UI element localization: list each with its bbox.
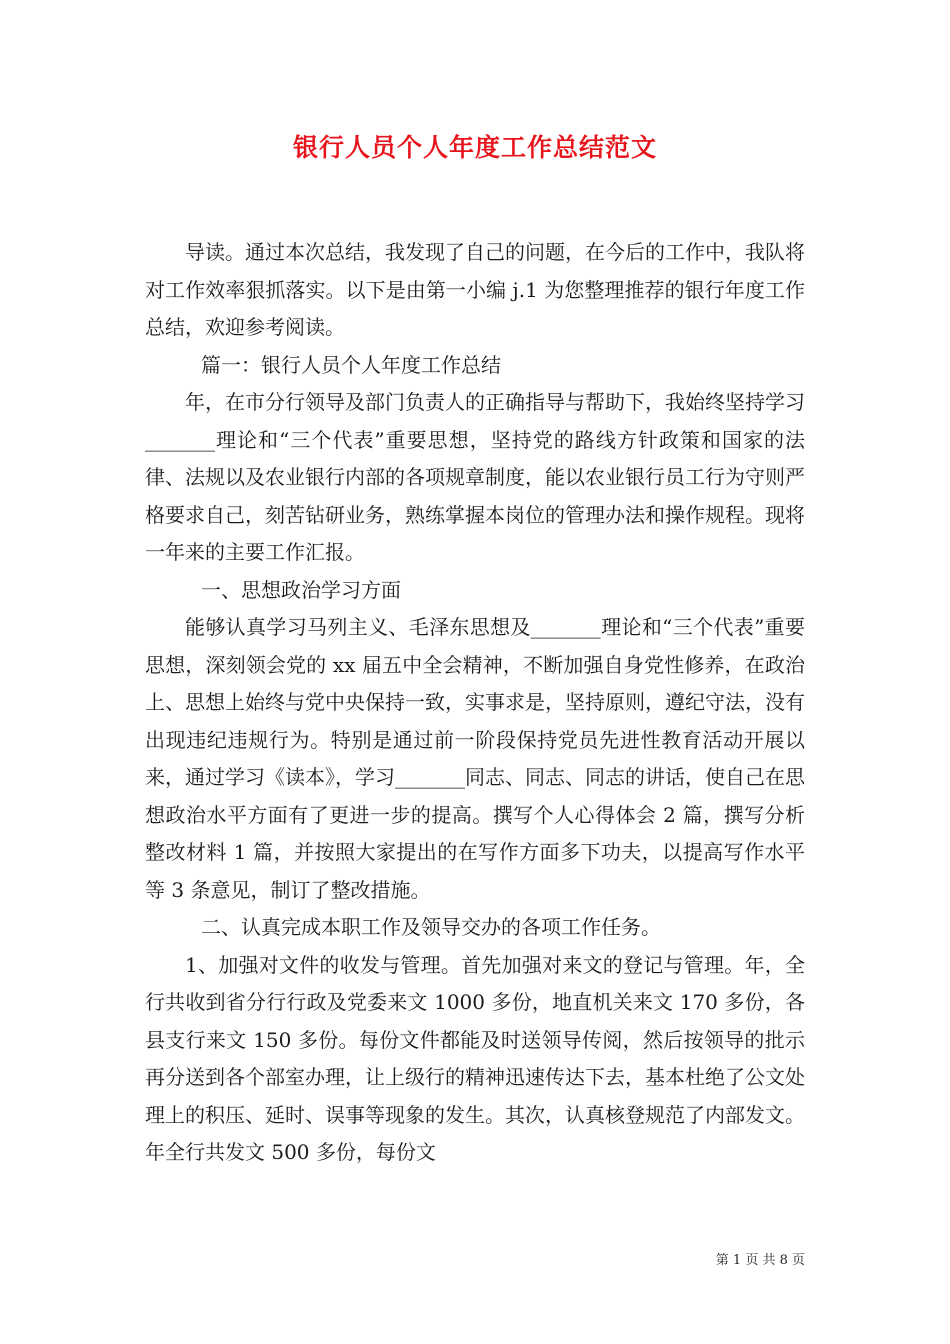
page-number-footer: 第 1 页 共 8 页 [715,1253,805,1268]
section-heading-political-study: 一、思想政治学习方面 [201,577,401,602]
political-study-paragraph: 能够认真学习马列主义、毛泽东思想及_______理论和“三个代表”重要思想，深刻领会党的 xx 届五中全会精神，不断加强自身党性修养，在政治上、思想上始终与党中央保持一致，实事求是，坚持原则，遵纪守法，没有出现违纪违规行为。特别是通过前一阶段保持党员先进性教育活动开展以来，通过学习《读本》，学习_______同志、同志、同志的讲话，使自己在思想政治水平方面有了更进一步的提高。撰写个人心得体会 2 篇，撰写分析整改材料 1 篇，并按照大家提出的在写作方面多下功夫，以提高写作水平等 3 条意见，制订了整改措施。 [145,615,805,902]
opening-paragraph: 年，在市分行领导及部门负责人的正确指导与帮助下，我始终坚持学习_______理论和“三个代表”重要思想，坚持党的路线方针政策和国家的法律、法规以及农业银行内部的各项规章制度，能以农业银行员工行为守则严格要求自己，刻苦钻研业务，熟练掌握本岗位的管理办法和操作规程。现将一年来的主要工作汇报。 [145,390,805,564]
section-heading-part-one: 篇一：银行人员个人年度工作总结 [201,352,501,377]
intro-paragraph: 导读。通过本次总结，我发现了自己的问题，在今后的工作中，我队将对工作效率狠抓落实。以下是由第一小编 j.1 为您整理推荐的银行年度工作总结，欢迎参考阅读。 [145,240,805,339]
section-heading-duties: 二、认真完成本职工作及领导交办的各项工作任务。 [201,915,661,939]
document-title: 银行人员个人年度工作总结范文 [292,133,657,162]
document-management-paragraph: 1、加强对文件的收发与管理。首先加强对来文的登记与管理。年，全行共收到省分行行政及党委来文 1000 多份，地直机关来文 170 多份，各县支行来文 150 多份。每份文件都能及时送领导传阅，然后按领导的批示再分送到各个部室办理，让上级行的精神迅速传达下去，基本杜绝了公文处理上的积压、延时、误事等现象的发生。其次，认真核登规范了内部发文。年全行共发文 500 多份，每份文 [145,952,805,1164]
document-body [145,234,805,1172]
